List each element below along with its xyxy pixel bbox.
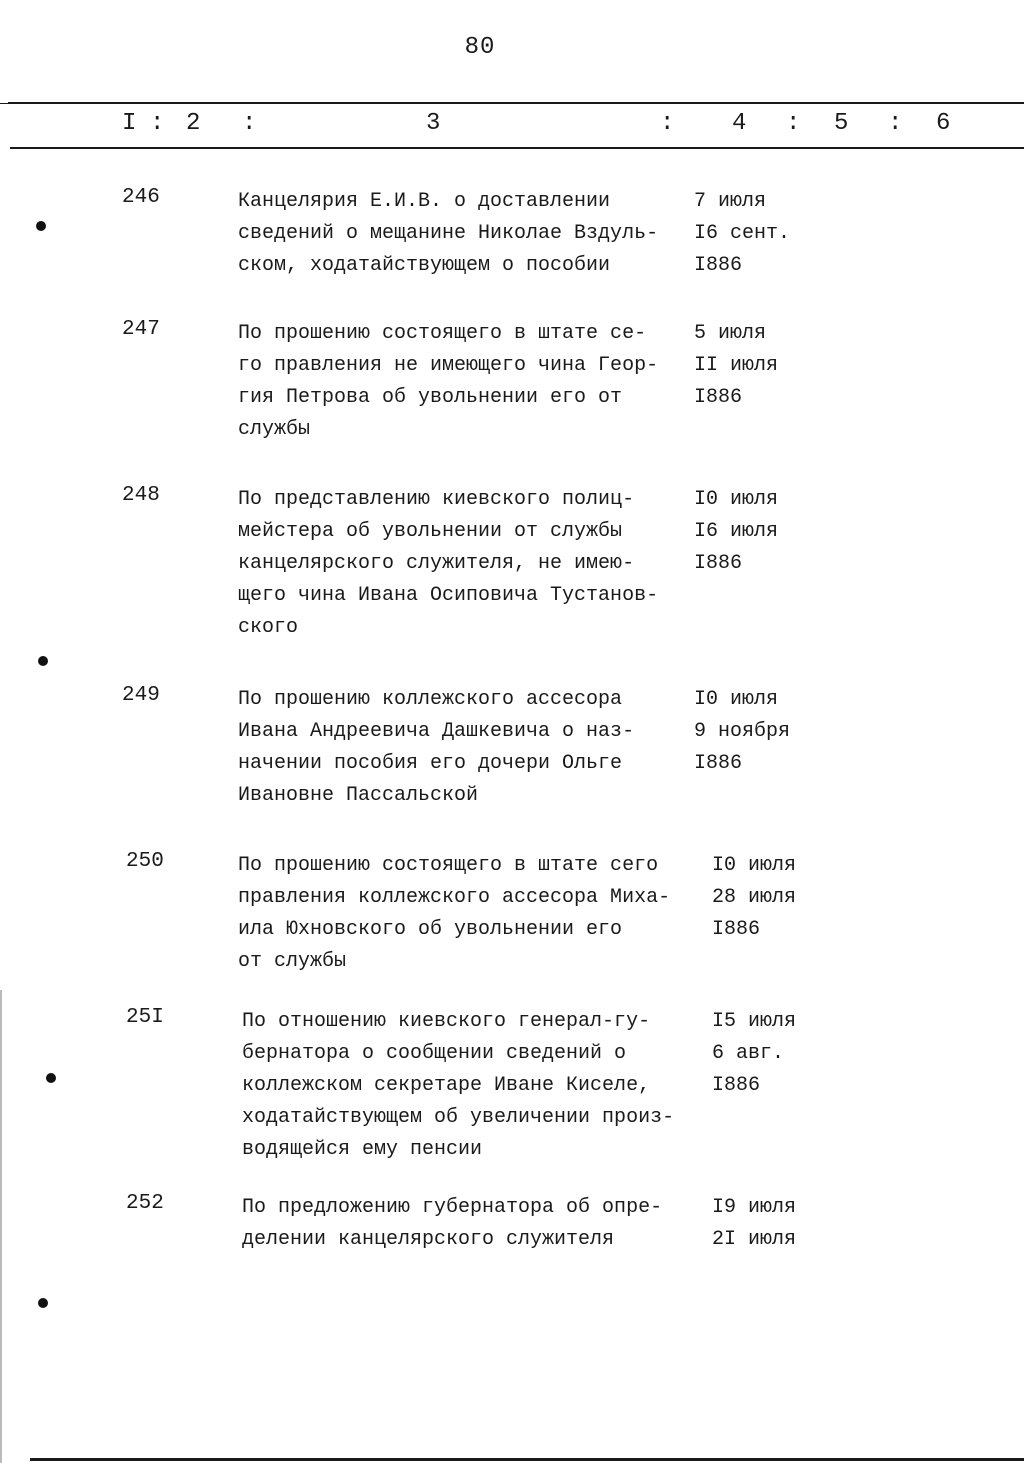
entry-title: По прошению состоящего в штате сего правления коллежского ассесора Миха- ила Юхновского об увольнении его от службы [238, 854, 671, 973]
header-col-4: 4 [732, 110, 747, 137]
entry-title: Канцелярия Е.И.В. о доставлении сведений о мещанине Николае Вздуль- ском, ходатайствующем о пособии [238, 190, 659, 277]
entry-title: По прошению коллежского ассесора Ивана Андреевича Дашкевича о наз- начении пособия его дочери Ольге Ивановне Пассальской [238, 688, 635, 807]
entry-dates: I0 июля 28 июля I886 [712, 854, 797, 941]
entry-number: 248 [122, 484, 160, 507]
header-separator: : [242, 110, 257, 137]
header-col-1: I [122, 110, 137, 137]
entry-dates: 7 июля I6 сент. I886 [694, 190, 791, 277]
punch-hole-mark [46, 1073, 56, 1083]
entry-dates: 5 июля II июля I886 [694, 322, 779, 409]
header-separator: : [660, 110, 675, 137]
header-col-3: 3 [426, 110, 441, 137]
entry-number: 249 [122, 684, 160, 707]
entry-dates: I0 июля 9 ноября I886 [694, 688, 791, 775]
entry-dates: I5 июля 6 авг. I886 [712, 1010, 797, 1097]
header-separator: : [888, 110, 903, 137]
punch-hole-mark [36, 221, 46, 231]
entry-number: 252 [126, 1192, 164, 1215]
entry-dates: I0 июля I6 июля I886 [694, 488, 779, 575]
punch-hole-mark [38, 656, 48, 666]
entry-title: По прошению состоящего в штате се- го правления не имеющего чина Геор- гия Петрова об увольнении его от службы [238, 322, 659, 441]
header-separator: : [150, 110, 165, 137]
page-bottom-edge [30, 1458, 1024, 1461]
header-col-2: 2 [186, 110, 201, 137]
table-header-rule [10, 147, 1024, 149]
header-col-5: 5 [834, 110, 849, 137]
page-number: 80 [464, 34, 496, 61]
entry-number: 246 [122, 186, 160, 209]
entry-number: 247 [122, 318, 160, 341]
entry-title: По отношению киевского генерал-гу- бернатора о сообщении сведений о коллежском секретаре Иване Киселе, ходатайствующем об увеличении произ- водящейся ему пенсии [242, 1010, 675, 1161]
table-top-rule [8, 102, 1024, 104]
entry-number: 25I [126, 1006, 164, 1029]
header-col-6: 6 [936, 110, 951, 137]
entry-title: По представлению киевского полиц- мейстера об увольнении от службы канцелярского служителя, не имею- щего чина Ивана Осиповича Тустанов- ского [238, 488, 659, 639]
entry-dates: I9 июля 2I июля [712, 1196, 797, 1251]
entry-number: 250 [126, 850, 164, 873]
scan-margin-line [0, 990, 2, 1463]
header-separator: : [786, 110, 801, 137]
entry-title: По предложению губернатора об опре- делении канцелярского служителя [242, 1196, 663, 1251]
punch-hole-mark [38, 1298, 48, 1308]
